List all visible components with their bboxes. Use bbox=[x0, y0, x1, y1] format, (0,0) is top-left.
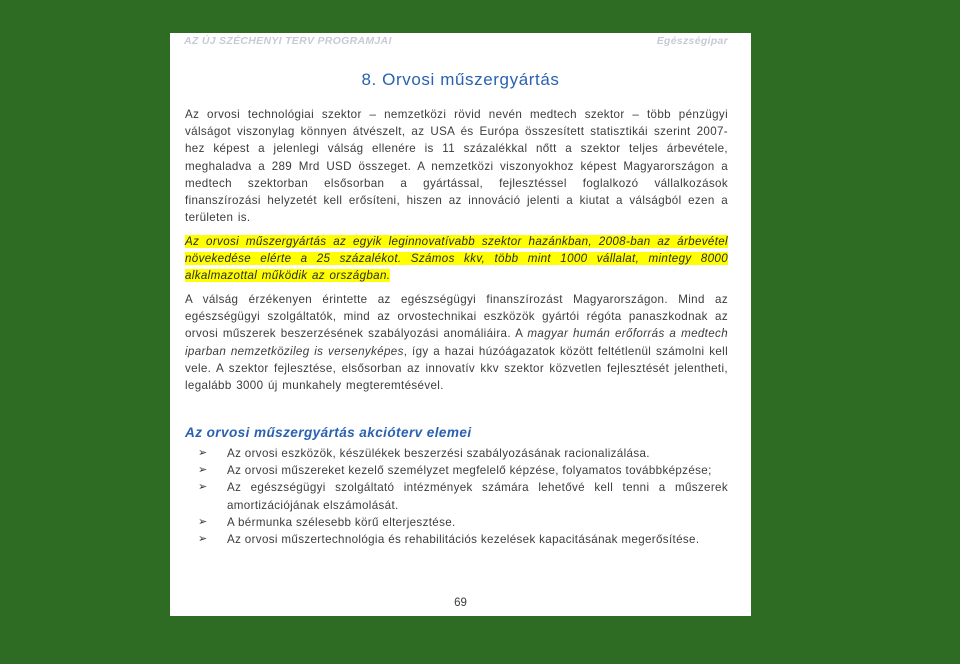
header-section-title: Egészségipar bbox=[656, 35, 728, 47]
highlight-italic-text: Az orvosi műszergyártás az egyik leginnovatívabb szektor hazánkban, 2008-ban az árbevétel növekedése elérte a 25 százalékot. bbox=[185, 235, 728, 266]
list-item-text: Az orvosi műszereket kezelő személyzet megfelelő képzése, folyamatos továbbképzése; bbox=[227, 464, 712, 478]
crisis-text-b: , így a hazai húzóágazatok között feltétlenül számolni kell vele. A szektor fejlesztése, elsősorban az innovatív kkv szektor közvetlen fejlesztését jelentheti, legalább 3000 új munkahely megteremtésével. bbox=[185, 344, 728, 393]
chapter-title: 8. Orvosi műszergyártás bbox=[361, 70, 560, 89]
list-item-text: A bérmunka szélesebb körű elterjesztése. bbox=[227, 515, 456, 529]
document-page bbox=[170, 33, 751, 616]
arrowhead-bullet-icon: ➢ bbox=[198, 464, 208, 477]
crisis-italic-text: magyar humán erőforrás a medtech iparban nemzetközileg is versenyképes bbox=[185, 327, 728, 358]
action-plan-list bbox=[185, 445, 728, 548]
highlight-normal-text: Számos kkv, több mint 1000 vállalat, mintegy 8000 alkalmazottal működik az országban. bbox=[185, 252, 728, 283]
arrowhead-bullet-icon: ➢ bbox=[198, 481, 208, 494]
header-program-title: AZ ÚJ SZÉCHENYI TERV PROGRAMJAI bbox=[184, 35, 392, 47]
list-item-text: Az egészségügyi szolgáltató intézmények számára lehetővé kell tenni a műszerek amortizációjának elszámolását. bbox=[227, 481, 728, 512]
action-plan-heading: Az orvosi műszergyártás akcióterv elemei bbox=[185, 425, 472, 440]
list-item-text: Az orvosi eszközök, készülékek beszerzési szabályozásának racionalizálása. bbox=[227, 447, 650, 460]
crisis-text-a: A válság érzékenyen érintette az egészségügyi finanszírozást Magyarországon. Mind az egészségügyi szolgáltatók, mind az orvostechnikai eszközök gyártói régóta panaszkodnak az orvosi műszerek beszerzésének szabályozási anomáliáira. A bbox=[185, 293, 728, 341]
arrowhead-bullet-icon: ➢ bbox=[198, 447, 208, 459]
crisis-paragraph bbox=[185, 291, 728, 394]
list-item bbox=[185, 479, 728, 513]
list-item bbox=[185, 462, 728, 479]
list-item bbox=[185, 531, 728, 548]
list-item bbox=[185, 445, 728, 462]
arrowhead-bullet-icon: ➢ bbox=[198, 533, 208, 546]
highlighted-paragraph bbox=[185, 233, 728, 285]
running-header bbox=[184, 35, 728, 51]
page-number: 69 bbox=[454, 597, 467, 609]
intro-paragraph: Az orvosi technológiai szektor – nemzetközi rövid nevén medtech szektor – több pénzügyi válságot viszonylag könnyen átvészelt, az USA és Európa összesített statisztikái szerint 2007-hez képest a jelenlegi válság ellenére is 11 százalékkal nőtt a szektor teljes árbevétele, meghaladva a 289 Mrd USD összeget. A nemzetközi viszonyokhoz képest Magyarországon a medtech szektorban elsősorban a gyártással, fejlesztéssel foglalkozó vállalkozások finanszírozási helyzetét kell erősíteni, hiszen az innováció jelenti a kiutat a válságból ezen a területen is. bbox=[185, 108, 728, 225]
list-item-text: Az orvosi műszertechnológia és rehabilitációs kezelések kapacitásának megerősítése. bbox=[227, 533, 700, 547]
arrowhead-bullet-icon: ➢ bbox=[198, 515, 208, 528]
list-item bbox=[185, 514, 728, 531]
